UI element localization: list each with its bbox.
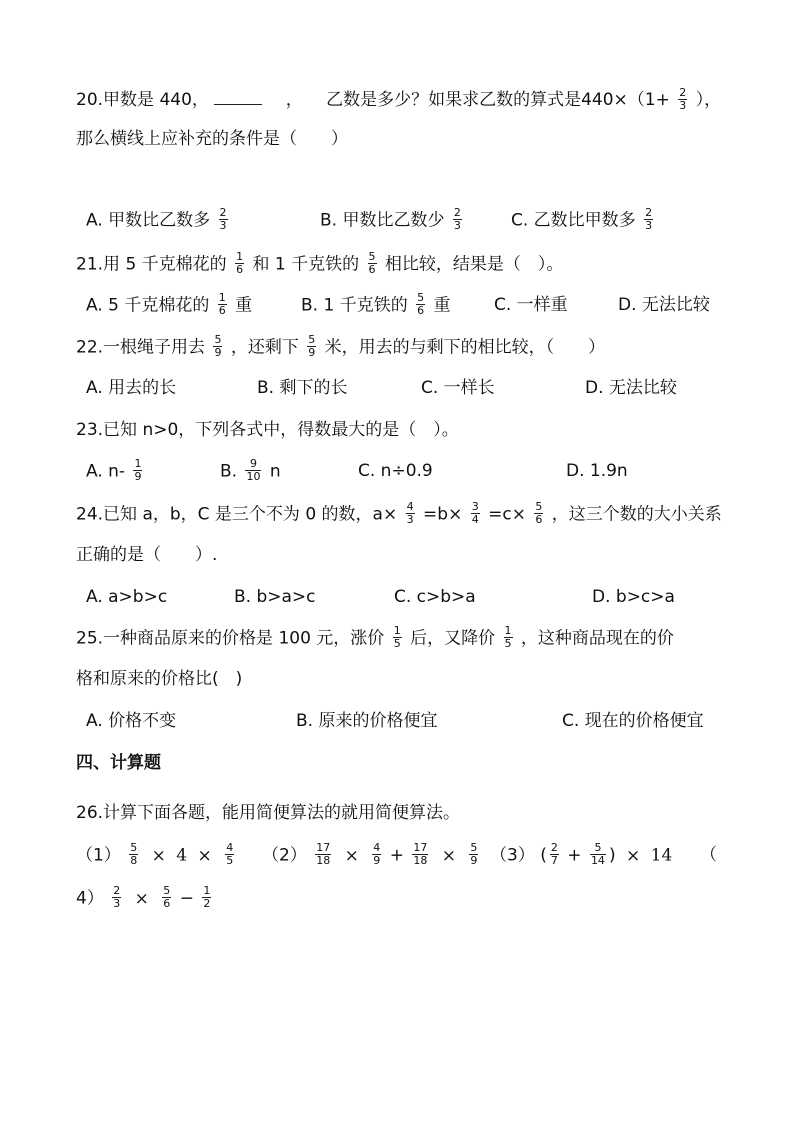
q24-fraction-1: $\frac{4}{3}$ bbox=[406, 500, 414, 526]
q25-option-c[interactable]: C. 现在的价格便宜 bbox=[562, 711, 704, 731]
q20-fraction: $\frac{2}{3}$ bbox=[679, 85, 687, 112]
q21-option-a[interactable]: A. 5 千克棉花的 $\frac{1}{6}$ 重 bbox=[86, 291, 253, 317]
q21-option-a-fraction: $\frac{1}{6}$ bbox=[218, 291, 226, 317]
q23-option-b-fraction: $\frac{9}{10}$ bbox=[246, 457, 261, 483]
q25-fraction-2: $\frac{1}{5}$ bbox=[504, 624, 512, 650]
q26-problem-4-label-open: （ bbox=[700, 845, 717, 865]
q26-p2-fraction-4: $\frac{5}{9}$ bbox=[470, 841, 478, 867]
q26-p2-fraction-3: $\frac{17}{18}$ bbox=[413, 841, 428, 867]
q22-option-a[interactable]: A. 用去的长 bbox=[86, 378, 177, 398]
q21-option-b[interactable]: B. 1 千克铁的 $\frac{5}{6}$ 重 bbox=[301, 291, 451, 317]
q20-text-b: ， bbox=[285, 90, 303, 110]
q20-text-a: 20.甲数是 440， bbox=[76, 90, 209, 110]
q20-option-a[interactable]: A. 甲数比乙数多 $\frac{2}{3}$ bbox=[86, 206, 227, 232]
q20-option-c[interactable]: C. 乙数比甲数多 $\frac{2}{3}$ bbox=[511, 206, 653, 232]
q25-option-a[interactable]: A. 价格不变 bbox=[86, 711, 177, 731]
q20-text-c: 乙数是多少？如果求乙数的算式是440×（1+ bbox=[326, 90, 670, 110]
q20-line1 bbox=[76, 87, 721, 113]
q25-line2: 格和原来的价格比( ) bbox=[76, 669, 243, 689]
q22-option-c[interactable]: C. 一样长 bbox=[421, 378, 495, 398]
q20-text-d: ）， bbox=[695, 90, 722, 110]
q26-p3-fraction-2: $\frac{5}{14}$ bbox=[590, 841, 605, 867]
q26-p1-fraction-2: $\frac{4}{5}$ bbox=[226, 841, 234, 867]
q23-option-a-fraction: $\frac{1}{9}$ bbox=[134, 457, 142, 483]
q26-p1-fraction-1: $\frac{5}{8}$ bbox=[130, 841, 138, 867]
q26-p2-fraction-1: $\frac{17}{18}$ bbox=[316, 841, 331, 867]
q20-option-b-fraction: $\frac{2}{3}$ bbox=[453, 206, 461, 232]
q22-option-b[interactable]: B. 剩下的长 bbox=[257, 378, 348, 398]
q20-line2: 那么横线上应补充的条件是（ ） bbox=[76, 129, 348, 149]
q26-p4-fraction-1: $\frac{2}{3}$ bbox=[113, 884, 121, 910]
q20-option-c-fraction: $\frac{2}{3}$ bbox=[645, 206, 653, 232]
q21-option-c[interactable]: C. 一样重 bbox=[494, 295, 568, 315]
q21-fraction-2: $\frac{5}{6}$ bbox=[368, 250, 376, 276]
q22-question: 22.一根绳子用去 $\frac{5}{9}$ ，还剩下 $\frac{5}{9}$ 米，用去的与剩下的相比较，（ ） bbox=[76, 333, 606, 359]
q26-p4-fraction-2: $\frac{5}{6}$ bbox=[163, 884, 171, 910]
q23-option-a[interactable]: A. n- $\frac{1}{9}$ bbox=[86, 457, 142, 483]
q25-question: 25.一种商品原来的价格是 100 元，涨价 $\frac{1}{5}$ 后，又降价 $\frac{1}{5}$ ，这种商品现在的价 bbox=[76, 624, 674, 650]
q25-fraction-1: $\frac{1}{5}$ bbox=[393, 624, 401, 650]
q24-fraction-3: $\frac{5}{6}$ bbox=[535, 500, 543, 526]
q20-option-a-fraction: $\frac{2}{3}$ bbox=[219, 206, 227, 232]
q26-p2-fraction-2: $\frac{4}{9}$ bbox=[373, 841, 381, 867]
q26-problem-4: 4） $\frac{2}{3}$ × $\frac{5}{6}$ − $\frac{1}{2}$ bbox=[76, 884, 211, 910]
q21-fraction-1: $\frac{1}{6}$ bbox=[236, 250, 244, 276]
q21-option-d[interactable]: D. 无法比较 bbox=[618, 295, 710, 315]
q24-option-b[interactable]: B. b>a>c bbox=[234, 587, 316, 607]
q26-problem-2: （2） $\frac{17}{18}$ × $\frac{4}{9}$ + $\frac{17}{18}$ × $\frac{5}{9}$ bbox=[262, 841, 478, 867]
q23-option-d[interactable]: D. 1.9n bbox=[566, 461, 628, 481]
q26-p3-fraction-1: $\frac{2}{7}$ bbox=[550, 841, 558, 867]
q25-option-b[interactable]: B. 原来的价格便宜 bbox=[296, 711, 438, 731]
q21-question: 21.用 5 千克棉花的 $\frac{1}{6}$ 和 1 千克铁的 $\frac{5}{6}$ 相比较，结果是（ ）。 bbox=[76, 250, 564, 276]
q23-question: 23.已知 n>0，下列各式中，得数最大的是（ ）。 bbox=[76, 420, 459, 440]
q26-p4-fraction-3: $\frac{1}{2}$ bbox=[203, 884, 211, 910]
q22-option-d[interactable]: D. 无法比较 bbox=[585, 378, 677, 398]
q21-option-b-fraction: $\frac{5}{6}$ bbox=[417, 291, 425, 317]
q26-problem-3: （3） ( $\frac{2}{7}$ + $\frac{5}{14}$ ) × 14 bbox=[490, 841, 673, 867]
q20-option-b[interactable]: B. 甲数比乙数少 $\frac{2}{3}$ bbox=[320, 206, 461, 232]
q24-line2: 正确的是（ ）. bbox=[76, 545, 218, 565]
q23-option-b[interactable]: B. $\frac{9}{10}$ n bbox=[220, 457, 281, 483]
q24-option-c[interactable]: C. c>b>a bbox=[394, 587, 476, 607]
q26-question: 26.计算下面各题，能用简便算法的就用简便算法。 bbox=[76, 803, 461, 823]
q26-problem-1: （1） $\frac{5}{8}$ × 4 × $\frac{4}{5}$ bbox=[76, 841, 234, 867]
q24-fraction-2: $\frac{3}{4}$ bbox=[471, 500, 479, 526]
q24-option-a[interactable]: A. a>b>c bbox=[86, 587, 168, 607]
q24-option-d[interactable]: D. b>c>a bbox=[592, 587, 675, 607]
q20-blank[interactable] bbox=[214, 87, 262, 105]
section-heading: 四、计算题 bbox=[76, 753, 161, 773]
q23-option-c[interactable]: C. n÷0.9 bbox=[358, 461, 433, 481]
q22-fraction-2: $\frac{5}{9}$ bbox=[308, 333, 316, 359]
q22-fraction-1: $\frac{5}{9}$ bbox=[214, 333, 222, 359]
q24-question: 24.已知 a，b，C 是三个不为 0 的数，a× $\frac{4}{3}$ =b× $\frac{3}{4}$ =c× $\frac{5}{6}$ ，这三个数的大小关系 bbox=[76, 500, 722, 526]
